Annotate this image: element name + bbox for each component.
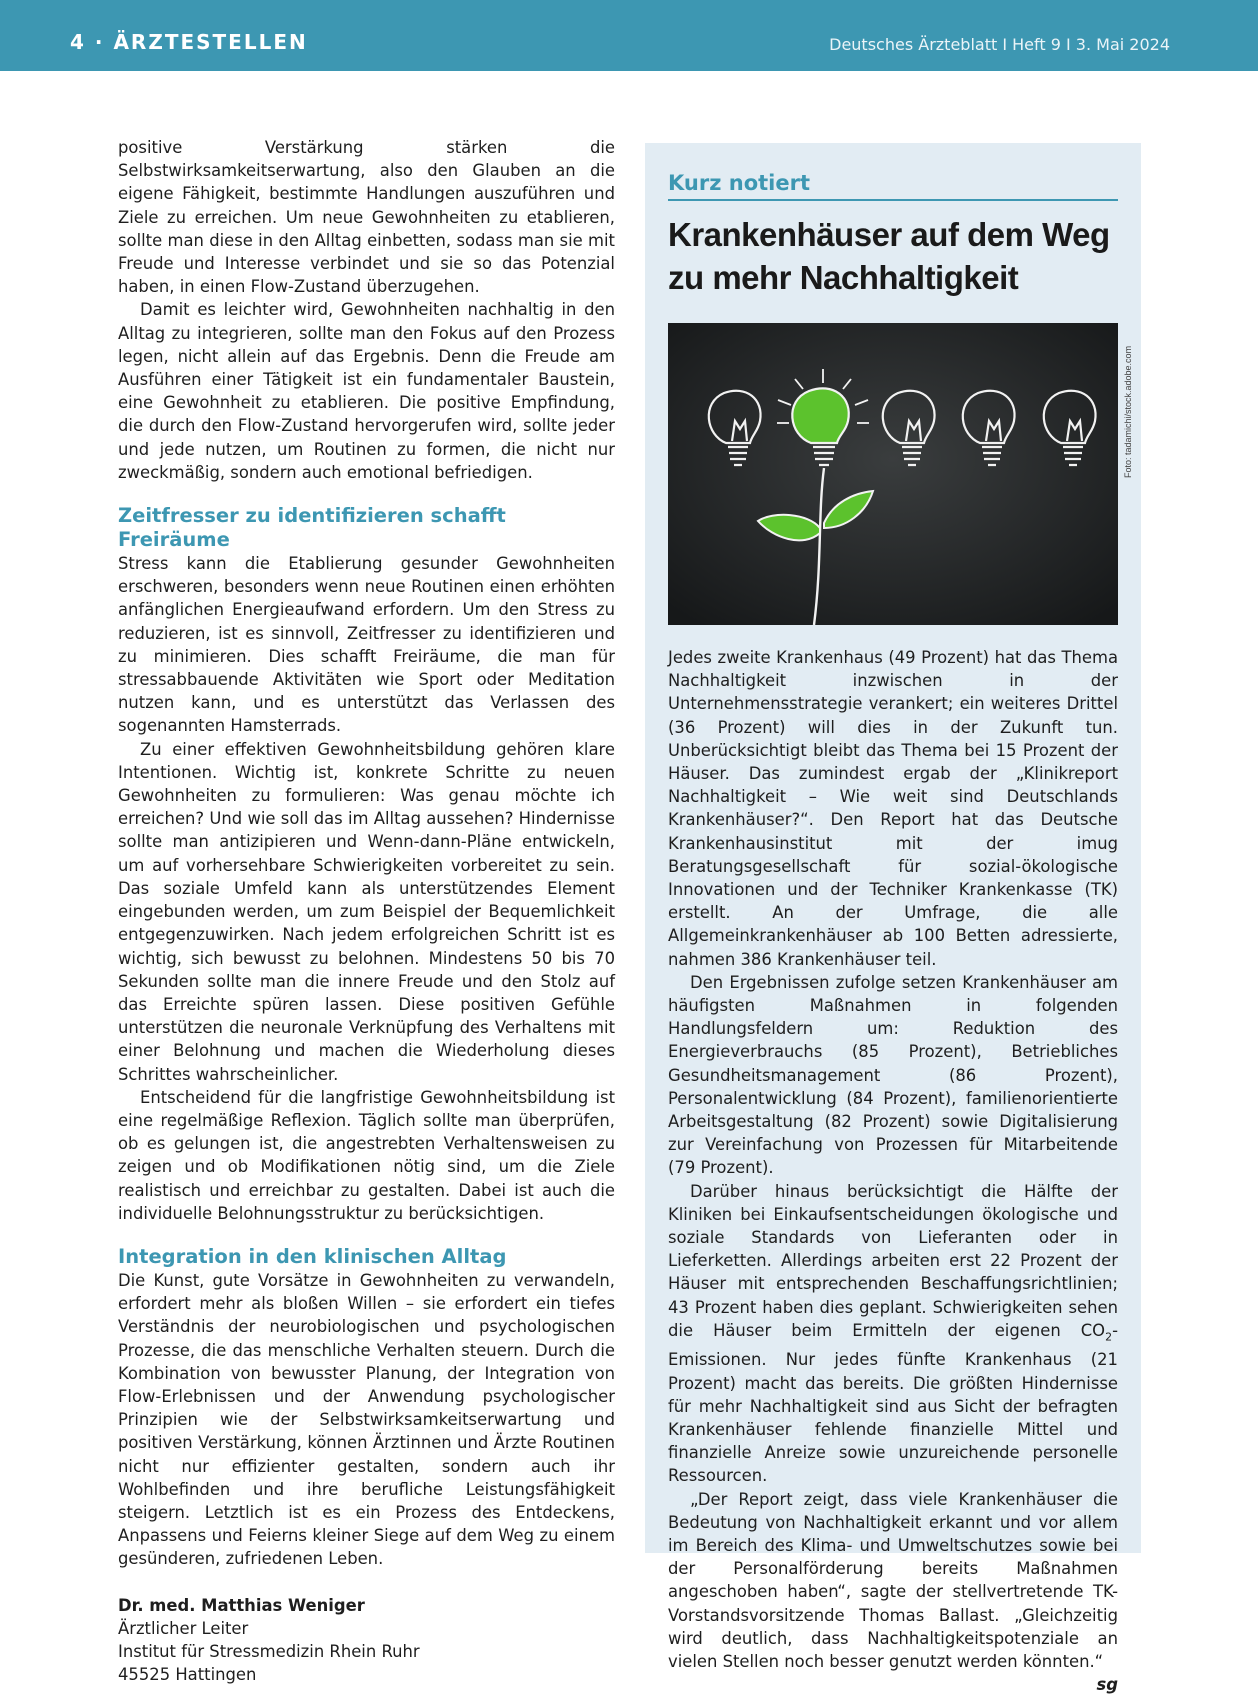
paragraph: Den Ergebnissen zufolge setzen Krankenhäuser am häufigsten Maßnahmen in folgenden Handlungsfeldern um: Reduktion des Energieverbrauchs (85 Prozent), Betriebliches Gesundheitsmanagement (86 Prozent), Personalentwicklung (84 Prozent), familienorientierte Arbeitsgestaltung (82 Prozent) sowie Digitalisierung zur Vereinfachung von Prozessen für Mitarbeitende (79 Prozent). (668, 972, 1118, 1178)
author-block (118, 1594, 615, 1687)
box-header (668, 171, 1118, 299)
author-name: Dr. med. Matthias Weniger (118, 1595, 365, 1615)
paragraph (668, 1488, 1118, 1695)
paragraph (668, 1180, 1118, 1488)
headline-line: Krankenhäuser auf dem Weg (668, 216, 1110, 253)
paragraph: Stress kann die Etablierung gesunder Gewohnheiten erschweren, besonders wenn neue Routinen einen erhöhten anfänglichen Energieaufwand erfordern. Um den Stress zu reduzieren, ist es sinnvoll, Zeitfresser zu identifizieren und zu minimieren. Dies schafft Freiräume, die man für stressabbauende Aktivitäten wie Sport oder Meditation nutzen kann, und es unterstützt das Verlassen des sogenannten Hamsterrads. (118, 554, 615, 736)
paragraph: Zu einer effektiven Gewohnheitsbildung gehören klare Intentionen. Wichtig ist, konkrete Schritte zu neuen Gewohnheiten zu formulieren: Was genau möchte ich erreichen? Und wie soll das im Alltag aussehen? Hindernisse sollte man antizipieren und Wenn-dann-Pläne entwickeln, um auf vorhersehbare Schwierigkeiten vorbereitet zu sein. Das soziale Umfeld kann als unterstützendes Element eingebunden werden, um zum Beispiel der Bequemlichkeit entgegenzuwirken. Nach jedem erfolgreichen Schritt ist es wichtig, sich bewusst zu belohnen. Mindestens 50 bis 70 Sekunden sollte man die innere Freude und den Stolz auf das Erreichte spüren lassen. Diese positiven Gefühle unterstützen die neuronale Verknüpfung des Verhaltens mit einer Belohnung und machen die Wiederholung dieses Schrittes wahrscheinlicher. (118, 739, 615, 1084)
author-initials: sg (1096, 1675, 1118, 1695)
page-header-bar (0, 0, 1258, 71)
photo-credit: Foto: tadamichi/stock.adobe.com (1123, 345, 1133, 478)
paragraph: positive Verstärkung stärken die Selbstwirksamkeitserwartung, also den Glauben an die eigene Fähigkeit, bestimmte Handlungen auszuführen und Ziele zu erreichen. Um neue Gewohnheiten zu etablieren, sollte man diese in den Alltag einbetten, sodass man sie mit Freude und Interesse verbindet und sie so das Potenzial haben, in einen Flow-Zustand überzugehen. (118, 138, 615, 297)
paragraph: Entscheidend für die langfristige Gewohnheitsbildung ist eine regelmäßige Reflexion. Täglich sollte man überprüfen, ob es gelungen ist, die angestrebten Verhaltensweisen zu zeigen und ob Modifikationen nötig sind, um die Ziele realistisch und erreichbar zu gestalten. Dabei ist auch die individuelle Belohnungsstruktur zu berücksichtigen. (118, 1087, 615, 1223)
section-heading: Integration in den klinischen Alltag (118, 1244, 507, 1268)
box-kicker: Kurz notiert (668, 171, 1118, 201)
issue-info: Deutsches Ärzteblatt I Heft 9 I 3. Mai 2024 (829, 35, 1170, 54)
paragraph: Die Kunst, gute Vorsätze in Gewohnheiten zu verwandeln, erfordert mehr als bloßen Willen – sie erfordert ein tiefes Verständnis der neurobiologischen und psychologischen Prozesse, die das menschliche Verhalten steuern. Durch die Kombination von bewusster Planung, der Integration von Flow-Erlebnissen und der Anwendung psychologischer Prinzipien wie der Selbstwirksamkeitserwartung und positiven Verstärkung, können Ärztinnen und Ärzte Routinen nicht nur effizienter gestalten, sondern auch ihr Wohlbefinden und ihre berufliche Leistungsfähigkeit steigern. Letztlich ist es ein Prozess des Entdeckens, Anpassens und Feierns kleiner Siege auf dem Weg zu einem gesünderen, zufriedenen Leben. (118, 1270, 615, 1569)
paragraph: Damit es leichter wird, Gewohnheiten nachhaltig in den Alltag zu integrieren, sollte man den Fokus auf den Prozess legen, nicht allein auf das Ergebnis. Denn die Freude am Ausführen einer Tätigkeit ist ein fundamentaler Baustein, eine Gewohnheit zu etablieren. Die positive Empfindung, die durch den Flow-Zustand hervorgerufen wird, sollte jeder und jede nutzen, um Routinen zu formen, die nicht nur zweckmäßig, sondern auch emotional befriedigen. (118, 300, 615, 482)
subscript: 2 (1105, 1330, 1113, 1344)
author-institute: Institut für Stressmedizin Rhein Ruhr (118, 1641, 420, 1661)
author-role: Ärztlicher Leiter (118, 1618, 249, 1638)
author-city: 45525 Hattingen (118, 1665, 257, 1685)
text-span: -Emissionen. Nur jedes fünfte Krankenhaus (21 Prozent) macht das bereits. Die größten Hindernisse für mehr Nachhaltigkeit sind aus Sicht der befragten Krankenhäuser fehlende finanzielle Mittel und finanzielle Anreize sowie unzureichende personelle Ressourcen. (668, 1320, 1118, 1486)
left-column (118, 136, 615, 1686)
lightbulb-photo (668, 323, 1118, 625)
sidebar-news-box (645, 143, 1141, 1695)
page-section-label: 4 · ÄRZTESTELLEN (70, 30, 308, 54)
headline-line: zu mehr Nachhaltigkeit (668, 259, 1019, 296)
box-headline (668, 213, 1118, 299)
paragraph: Jedes zweite Krankenhaus (49 Prozent) hat das Thema Nachhaltigkeit inzwischen in der Unternehmensstrategie verankert; ein weiteres Drittel (36 Prozent) will dies in der Zukunft tun. Unberücksichtigt bleibt das Thema bei 15 Prozent der Häuser. Das zumindest ergab der „Klinikreport Nachhaltigkeit – Wie weit sind Deutschlands Krankenhäuser?“. Den Report hat das Deutsche Krankenhausinstitut mit der imug Beratungsgesellschaft für sozial-ökologische Innovationen und der Techniker Krankenkasse (TK) erstellt. An der Umfrage, die alle Allgemeinkrankenhäuser ab 100 Betten adressierte, nahmen 386 Krankenhäuser teil. (668, 648, 1118, 969)
box-body (668, 646, 1118, 1696)
section-heading: Zeitfresser zu identifizieren schafft Freiräume (118, 504, 506, 552)
text-span: Darüber hinaus berücksichtigt die Hälfte der Kliniken bei Einkaufsentscheidungen ökologische und soziale Standards von Lieferanten oder in Lieferketten. Allerdings arbeiten erst 22 Prozent der Häuser mit entsprechenden Beschaffungsrichtlinien; 43 Prozent haben dies geplant. Schwierigkeiten sehen die Häuser beim Ermitteln der eigenen CO (668, 1181, 1118, 1340)
text-span: „Der Report zeigt, dass viele Krankenhäuser die Bedeutung von Nachhaltigkeit erkannt und vor allem im Bereich des Klima- und Umweltschutzes sowie bei der Personalförderung bereits Maßnahmen angeschoben haben“, sagte der stellvertretende TK-Vorstandsvorsitzende Thomas Ballast. „Gleichzeitig wird deutlich, dass Nachhaltigkeitspotenziale an vielen Stellen noch besser genutzt werden könnten.“ (668, 1489, 1118, 1672)
